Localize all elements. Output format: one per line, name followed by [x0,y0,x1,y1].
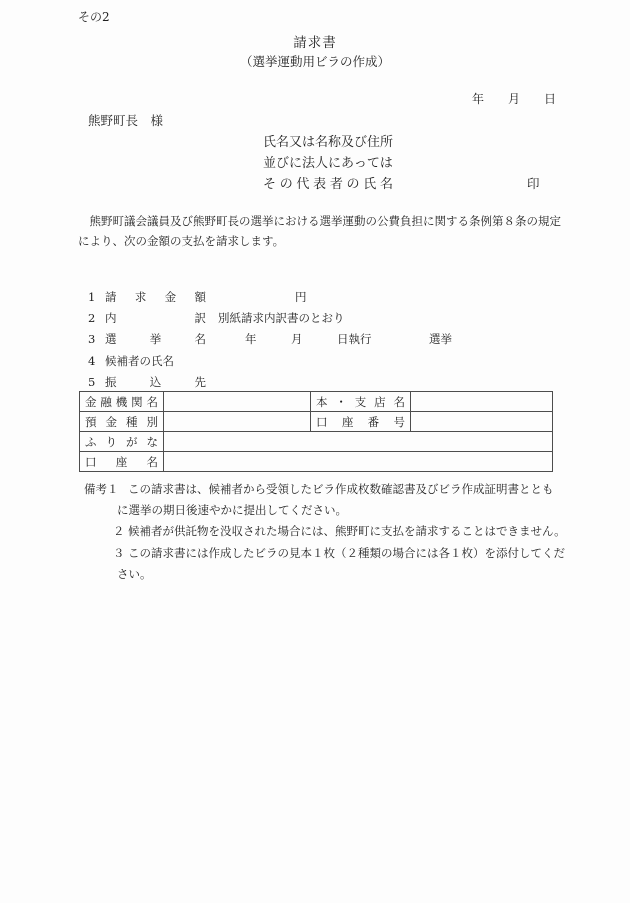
applicant-line-1: 氏名又は名称及び住所 [263,135,394,150]
account-number-value-cell [411,412,553,432]
item-number: 2 [88,311,96,326]
item-number: 1 [88,290,96,304]
document-title: 請求書 [293,35,337,51]
day-label: 日 [543,92,556,106]
deposit-type-value-cell [164,412,311,432]
month-label: 月 [507,92,520,106]
account-number-label: 口座番号 [311,412,411,432]
deposit-type-label: 預金種別 [80,412,164,432]
note-1-line-1 [84,479,566,500]
note-2-text: 候補者が供託物を没収された場合には、熊野町に支払を請求することはできません。 [128,524,566,539]
note-3-text: この請求書には作成したビラの見本１枚（２種類の場合には各１枚）を添付してくだ [128,545,565,560]
account-name-label: 口座名 [80,452,164,472]
note-2-line-1 [84,521,566,542]
list-item-candidate-name [78,351,452,372]
table-row [80,392,553,412]
item-value: 別紙請求内訳書のとおり [218,311,345,326]
furigana-value-cell [164,432,553,452]
table-row [80,452,553,472]
branch-name-value-cell [411,392,553,412]
applicant-line-2: 並びに法人にあっては [263,156,393,171]
addressee: 熊野町長 様 [88,113,164,128]
note-3-line-1 [84,543,566,564]
body-paragraph-line-1: 熊野町議会議員及び熊野町長の選挙における選挙運動の公費負担に関する条例第８条の規定 [78,214,561,228]
corner-label: その2 [78,10,110,24]
branch-name-label: 本・支店名 [311,392,411,412]
note-3-line-2 [117,564,566,585]
note-1-marker: 備考１ [84,482,119,496]
item-label: 内訳 [105,311,206,326]
list-item-election-name [78,329,452,350]
item-number: 5 [88,374,96,389]
item-number: 4 [88,353,96,368]
financial-institution-label: 金融機関名 [80,392,164,412]
year-label: 年 [472,92,485,106]
financial-institution-value-cell [164,392,311,412]
body-paragraph-line-2: により、次の金額の支払を請求します。 [78,234,285,248]
furigana-label: ふりがな [80,432,164,452]
date-line [472,90,556,107]
bank-account-table [79,391,553,472]
item-value: 年 月 日執行 選挙 [245,332,452,347]
list-item-breakdown [78,308,452,329]
claim-items-list [78,287,452,393]
applicant-line-3: その代表者の氏名 [263,177,393,192]
item-label: 選挙名 [105,332,206,347]
table-row [80,412,553,432]
note-1-text-continued: に選挙の期日後速やかに提出してください。 [117,503,347,518]
item-value: 円 [295,290,307,304]
item-number: 3 [88,332,96,347]
account-name-value-cell [164,452,553,472]
note-3-marker: ３ [113,545,125,560]
note-2-marker: ２ [113,524,125,539]
document-subtitle: （選挙運動用ビラの作成） [239,54,390,69]
seal-mark-label: 印 [527,176,540,191]
note-1-text: この請求書は、候補者から受領したビラ作成枚数確認書及びビラ作成証明書ととも [128,482,554,496]
applicant-name-block [263,132,393,195]
note-3-text-continued: さい。 [117,566,152,581]
item-label: 振込先 [105,374,206,389]
item-label: 請求金額 [105,290,206,304]
notes-section [84,479,566,585]
list-item-transfer-account [78,372,452,393]
list-item-amount [78,287,452,308]
note-1-line-2 [117,500,566,521]
table-row [80,432,553,452]
item-label: 候補者の氏名 [105,353,174,368]
